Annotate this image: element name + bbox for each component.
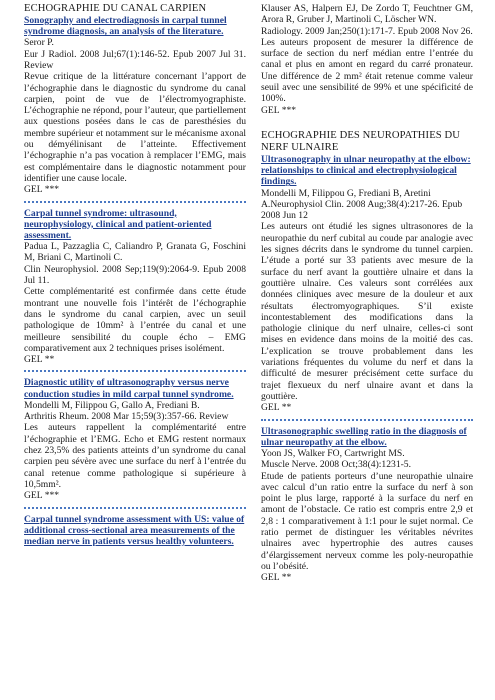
gel-rating: GEL *** xyxy=(24,184,60,196)
article-abstract: Cette complémentarité est confirmée dans cette étude montrant une nouvelle fois l’intérêt de l’échographie dans le syndrome du canal carpien, avec un seuil pathologique de 10mm² à l’entrée du canal et une meilleure sensibilité du couple écho – EMG comparativement aux 2 techniques prises isolément. xyxy=(24,286,246,354)
article-citation: Eur J Radiol. 2008 Jul;67(1):146-52. Epub 2007 Jul 31. Review xyxy=(24,48,246,71)
article-citation: Clin Neurophysiol. 2008 Sep;119(9):2064-9. Epub 2008 Jul 11. xyxy=(24,263,246,287)
article-abstract: Les auteurs rappellent la complémentarité entre l’échographie et l’EMG. Echo et EMG restent normaux chez 23,5% des patients atteints d’un syndrome du canal carpien peu sévère avec une surface du nerf à l’entrée du canal retenue comme pathologique si supérieure à 10,5mm². xyxy=(24,422,246,490)
article-abstract: Les auteurs proposent de mesurer la différence de surface de section du nerf médian entre l’entrée du canal et plus en amont en regard du carré pronateur. Une différence de 2 mm² était retenue comme valeur seuil avec une sensibilité de 99% et une spécificité de 100%. xyxy=(261,36,473,105)
article-citation: Radiology. 2009 Jan;250(1):171-7. Epub 2008 Nov 26. xyxy=(261,25,473,37)
article-title-link[interactable]: Carpal tunnel syndrome assessment with US: value of additional cross-sectional area measurements of the median nerve in patients versus healthy volunteers. xyxy=(24,513,245,547)
right-column xyxy=(261,3,473,583)
section-heading-carpal: ECHOGRAPHIE DU CANAL CARPIEN xyxy=(24,3,207,14)
gel-rating: GEL ** xyxy=(24,354,55,366)
article-authors: Seror P. xyxy=(24,37,54,49)
article-authors: Padua L, Pazzaglia C, Caliandro P, Granata G, Foschini M, Briani C, Martinoli C. xyxy=(24,241,246,264)
left-column xyxy=(24,3,246,547)
gel-rating: GEL *** xyxy=(24,490,60,502)
article-title-link[interactable]: Diagnostic utility of ultrasonography versus nerve conduction studies in mild carpal tunnel syndrome. xyxy=(24,377,234,400)
dotted-separator xyxy=(24,370,246,372)
article-authors: Mondelli M, Filippou G, Frediani B, Aretini A.Neurophysiol Clin. 2008 Aug;38(4):217-26. Epub 2008 Jun 12 xyxy=(261,187,463,222)
article-abstract: Etude de patients porteurs d’une neuropathie ulnaire avec calcul d’un ratio entre la surface du nerf à son point le plus large, rapporté à la surface du nerf en amont de l’obstacle. Ce ratio est compris entre 2,9 et 2,8 : 1 comparativement à 1:1 pour le sujet normal. Ce ratio permet de distinguer les véritables névrites ulnaires avec hypertrophie des autres causes d’élargissement nerveux comme les poly-neuropathie ou l’obésité. xyxy=(261,470,473,572)
article-abstract: Les auteurs ont étudié les signes ultrasonores de la neuropathie du nerf cubital au coude par analogie avec les signes décrits dans le syndrome du tunnel carpien. L’étude a porté sur 33 patients avec mesure de la surface du nerf avant la gouttière ulnaire et dans la gouttière ulnaire. Ces valeurs sont corrélées aux données cliniques avec mesure de la douleur et aux résultats électromyographiques. S’il existe incontestablement des modifications dans la pathologie clinique du nerf ulnaire, celles-ci sont mises en evidence dans moins de la moitié des cas. L’explication se trouve probablement dans les variations fréquentes du volume du nerf et dans la difficulté de mesurer précisément cette surface du trajet flexueux du nerf ulnaire avant et dans la gouttière. xyxy=(261,221,473,402)
dotted-separator xyxy=(24,507,246,509)
gel-rating: GEL *** xyxy=(261,104,297,116)
article-abstract: Revue critique de la littérature concernant l’apport de l’échographie dans le diagnostic du syndrome du canal carpien, point de vue de l’électromyographiste. L’échographie ne répond, pour l’auteur, que partiellement aux questions posées dans le cas de paresthésies du membre supérieur et notamment sur le mécanisme axonal ou démyélinisant de l’atteinte. Effectivement l’échographie n’a pas vocation à remplacer l’EMG, mais est complémentaire dans le diagnostic notamment pour identifier une cause locale. xyxy=(24,71,246,184)
gel-rating: GEL ** xyxy=(261,572,292,584)
section-heading-ulnar: ECHOGRAPHIE DES NEUROPATHIES DU NERF ULNAIRE xyxy=(261,129,461,153)
dotted-separator xyxy=(24,201,246,203)
article-title-link[interactable]: Sonography and electrodiagnosis in carpal tunnel syndrome diagnosis, an analysis of the literature. xyxy=(24,15,227,38)
article-citation: Arthritis Rheum. 2008 Mar 15;59(3):357-66. Review xyxy=(24,411,229,423)
dotted-separator xyxy=(261,419,473,421)
article-title-link[interactable]: Carpal tunnel syndrome: ultrasound, neurophysiology, clinical and patient-oriented assessment. xyxy=(24,207,212,241)
article-authors: Klauser AS, Halpern EJ, De Zordo T, Feuchtner GM, Arora R, Gruber J, Martinoli C, Löscher WN. xyxy=(261,3,473,26)
article-title-link[interactable]: Ultrasonography in ulnar neuropathy at the elbow: relationships to clinical and electrophysiological findings. xyxy=(261,153,471,188)
article-authors: Mondelli M, Filippou G, Gallo A, Frediani B. xyxy=(24,399,200,411)
article-title-link[interactable]: Ultrasonographic swelling ratio in the diagnosis of ulnar neuropathy at the elbow. xyxy=(261,425,467,448)
gel-rating: GEL ** xyxy=(261,402,292,414)
article-authors: Yoon JS, Walker FO, Cartwright MS. xyxy=(261,447,405,459)
article-citation: Muscle Nerve. 2008 Oct;38(4):1231-5. xyxy=(261,459,412,471)
